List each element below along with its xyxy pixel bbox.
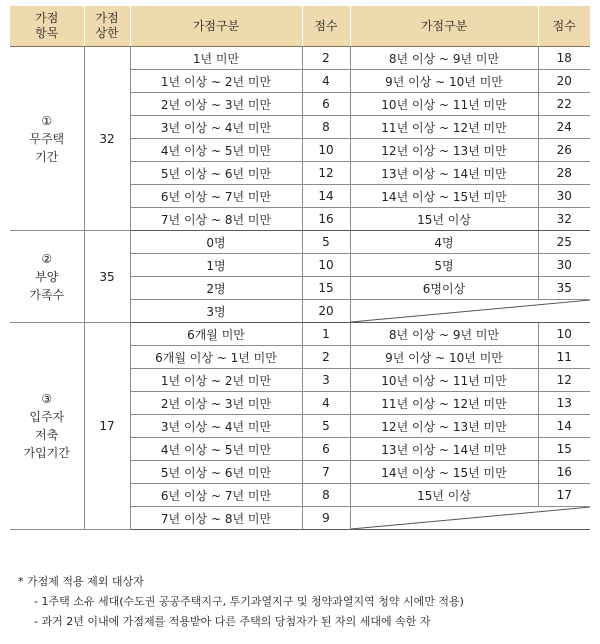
diagonal-line xyxy=(351,300,591,322)
criteria-right-cell: 11년 이상 ~ 12년 미만 xyxy=(350,116,538,139)
criteria-right-cell: 8년 이상 ~ 9년 미만 xyxy=(350,323,538,346)
score-left-cell: 5 xyxy=(302,415,350,438)
score-left-cell: 16 xyxy=(302,208,350,231)
score-right-cell: 12 xyxy=(538,369,590,392)
criteria-right-cell: 6명이상 xyxy=(350,277,538,300)
notes-item-1: - 1주택 소유 세대(수도권 공공주택지구, 투기과열지구 및 청약과열지역 청약 시에만 적용) xyxy=(34,595,464,608)
criteria-left-cell: 1년 미만 xyxy=(130,47,302,70)
score-left-cell: 2 xyxy=(302,346,350,369)
criteria-left-cell: 7년 이상 ~ 8년 미만 xyxy=(130,208,302,231)
score-left-cell: 5 xyxy=(302,231,350,254)
criteria-right-cell: 13년 이상 ~ 14년 미만 xyxy=(350,162,538,185)
max-score-cell: 17 xyxy=(84,323,130,530)
score-left-cell: 8 xyxy=(302,116,350,139)
header-criteria-left: 가점구분 xyxy=(130,6,302,47)
criteria-right-cell: 13년 이상 ~ 14년 미만 xyxy=(350,438,538,461)
criteria-left-cell: 1년 이상 ~ 2년 미만 xyxy=(130,369,302,392)
criteria-right-cell: 9년 이상 ~ 10년 미만 xyxy=(350,346,538,369)
score-right-cell: 16 xyxy=(538,461,590,484)
criteria-right-cell: 10년 이상 ~ 11년 미만 xyxy=(350,93,538,116)
table-row xyxy=(10,323,590,346)
criteria-left-cell: 4년 이상 ~ 5년 미만 xyxy=(130,438,302,461)
score-right-cell: 32 xyxy=(538,208,590,231)
criteria-left-cell: 6년 이상 ~ 7년 미만 xyxy=(130,185,302,208)
score-right-cell: 17 xyxy=(538,484,590,507)
criteria-left-cell: 2년 이상 ~ 3년 미만 xyxy=(130,93,302,116)
criteria-right-cell: 12년 이상 ~ 13년 미만 xyxy=(350,415,538,438)
header-score-left: 점수 xyxy=(302,6,350,47)
criteria-right-cell: 9년 이상 ~ 10년 미만 xyxy=(350,70,538,93)
criteria-right-cell: 14년 이상 ~ 15년 미만 xyxy=(350,185,538,208)
criteria-left-cell: 0명 xyxy=(130,231,302,254)
empty-diagonal-cell xyxy=(350,300,590,323)
score-right-cell: 30 xyxy=(538,185,590,208)
empty-diagonal-cell xyxy=(350,507,590,530)
criteria-right-cell: 15년 이상 xyxy=(350,484,538,507)
score-left-cell: 12 xyxy=(302,162,350,185)
category-cell: ③ 입주자 저축 가입기간 xyxy=(10,323,84,530)
score-left-cell: 4 xyxy=(302,70,350,93)
score-right-cell: 24 xyxy=(538,116,590,139)
criteria-right-cell: 4명 xyxy=(350,231,538,254)
score-right-cell: 18 xyxy=(538,47,590,70)
score-left-cell: 6 xyxy=(302,93,350,116)
max-score-cell: 35 xyxy=(84,231,130,323)
score-left-cell: 1 xyxy=(302,323,350,346)
header-criteria-right: 가점구분 xyxy=(350,6,538,47)
score-left-cell: 10 xyxy=(302,254,350,277)
criteria-left-cell: 5년 이상 ~ 6년 미만 xyxy=(130,162,302,185)
notes-title: * 가점제 적용 제외 대상자 xyxy=(18,575,144,588)
score-left-cell: 2 xyxy=(302,47,350,70)
score-right-cell: 20 xyxy=(538,70,590,93)
criteria-left-cell: 4년 이상 ~ 5년 미만 xyxy=(130,139,302,162)
criteria-left-cell: 6개월 미만 xyxy=(130,323,302,346)
score-left-cell: 3 xyxy=(302,369,350,392)
criteria-right-cell: 5명 xyxy=(350,254,538,277)
score-left-cell: 10 xyxy=(302,139,350,162)
criteria-right-cell: 15년 이상 xyxy=(350,208,538,231)
criteria-left-cell: 2명 xyxy=(130,277,302,300)
score-left-cell: 20 xyxy=(302,300,350,323)
criteria-left-cell: 6년 이상 ~ 7년 미만 xyxy=(130,484,302,507)
table-row xyxy=(10,47,590,70)
criteria-right-cell: 10년 이상 ~ 11년 미만 xyxy=(350,369,538,392)
criteria-right-cell: 11년 이상 ~ 12년 미만 xyxy=(350,392,538,415)
score-right-cell: 30 xyxy=(538,254,590,277)
criteria-left-cell: 3명 xyxy=(130,300,302,323)
criteria-left-cell: 6개월 이상 ~ 1년 미만 xyxy=(130,346,302,369)
diagonal-line xyxy=(351,507,591,529)
criteria-right-cell: 8년 이상 ~ 9년 미만 xyxy=(350,47,538,70)
criteria-right-cell: 12년 이상 ~ 13년 미만 xyxy=(350,139,538,162)
criteria-left-cell: 1년 이상 ~ 2년 미만 xyxy=(130,70,302,93)
category-cell: ② 부양 가족수 xyxy=(10,231,84,323)
score-left-cell: 9 xyxy=(302,507,350,530)
score-left-cell: 4 xyxy=(302,392,350,415)
max-score-cell: 32 xyxy=(84,47,130,231)
score-right-cell: 10 xyxy=(538,323,590,346)
header-category: 가점 항목 xyxy=(10,6,84,47)
notes-item-2: - 과거 2년 이내에 가점제를 적용받아 다른 주택의 당첨자가 된 자의 세대에 속한 자 xyxy=(34,615,431,628)
score-left-cell: 14 xyxy=(302,185,350,208)
score-right-cell: 11 xyxy=(538,346,590,369)
criteria-left-cell: 2년 이상 ~ 3년 미만 xyxy=(130,392,302,415)
score-left-cell: 8 xyxy=(302,484,350,507)
score-right-cell: 35 xyxy=(538,277,590,300)
header-row xyxy=(10,6,590,47)
table-row xyxy=(10,231,590,254)
criteria-left-cell: 5년 이상 ~ 6년 미만 xyxy=(130,461,302,484)
exclusion-notes xyxy=(18,572,588,632)
header-max: 가점 상한 xyxy=(84,6,130,47)
score-table-body xyxy=(10,47,590,530)
score-right-cell: 28 xyxy=(538,162,590,185)
criteria-right-cell: 14년 이상 ~ 15년 미만 xyxy=(350,461,538,484)
score-right-cell: 26 xyxy=(538,139,590,162)
score-left-cell: 6 xyxy=(302,438,350,461)
category-cell: ① 무주택 기간 xyxy=(10,47,84,231)
score-right-cell: 25 xyxy=(538,231,590,254)
score-right-cell: 14 xyxy=(538,415,590,438)
score-table xyxy=(10,6,590,530)
criteria-left-cell: 1명 xyxy=(130,254,302,277)
criteria-left-cell: 3년 이상 ~ 4년 미만 xyxy=(130,415,302,438)
score-left-cell: 15 xyxy=(302,277,350,300)
score-right-cell: 13 xyxy=(538,392,590,415)
criteria-left-cell: 7년 이상 ~ 8년 미만 xyxy=(130,507,302,530)
header-score-right: 점수 xyxy=(538,6,590,47)
score-right-cell: 22 xyxy=(538,93,590,116)
criteria-left-cell: 3년 이상 ~ 4년 미만 xyxy=(130,116,302,139)
score-left-cell: 7 xyxy=(302,461,350,484)
score-right-cell: 15 xyxy=(538,438,590,461)
